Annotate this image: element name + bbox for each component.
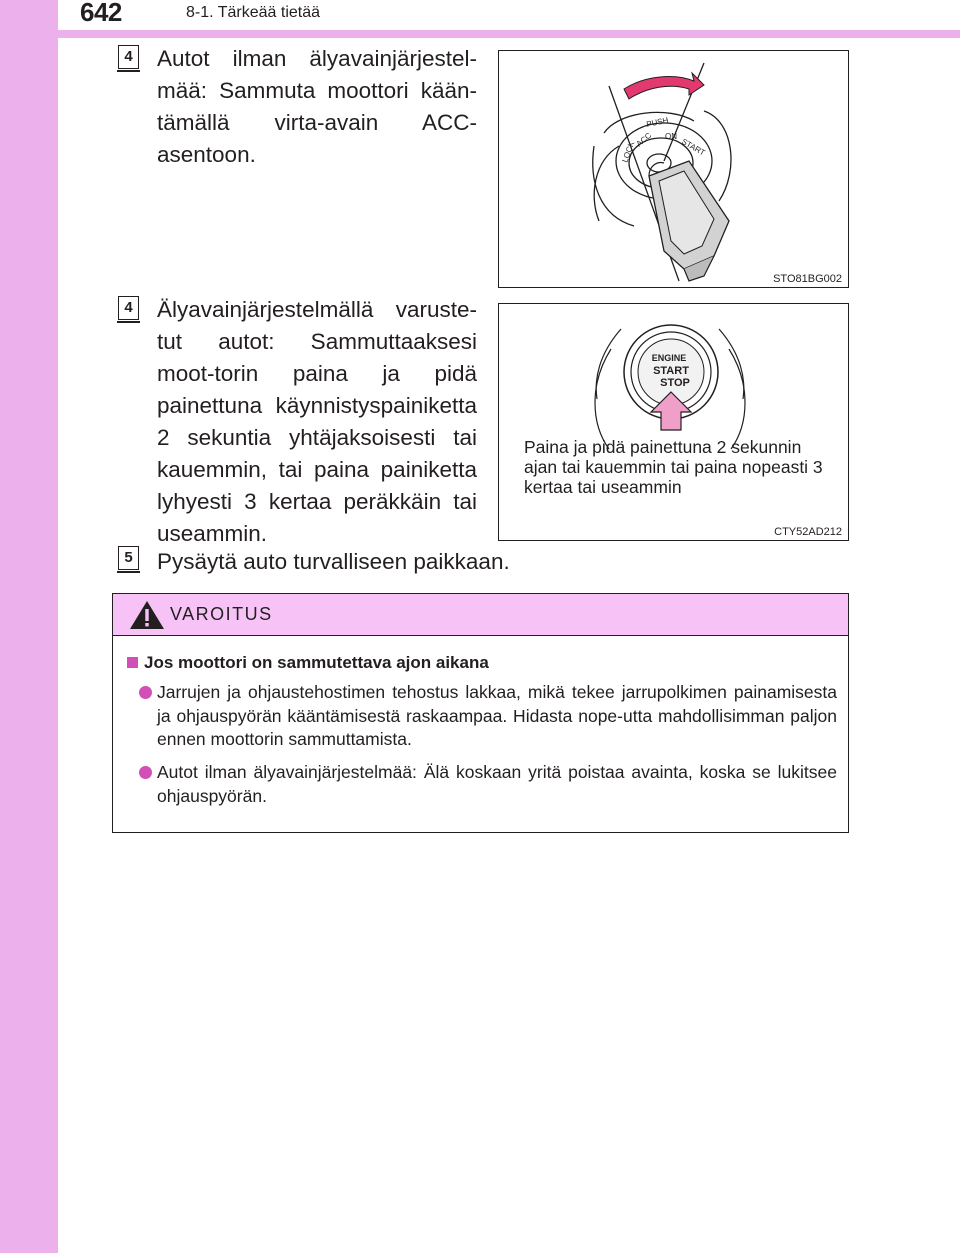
start-label: START [653,365,689,377]
warning-bullet [141,761,837,808]
square-bullet-icon [127,657,138,668]
ignition-key-figure [498,50,849,288]
warning-header [113,594,848,636]
section-title: 8-1. Tärkeää tietää [186,4,321,21]
stop-label: STOP [660,377,690,389]
ignition-key-illustration [499,51,848,287]
warning-subtitle-text: Jos moottori on sammutettava ajon aikana [144,653,489,672]
engine-button-illustration [499,304,848,540]
step-text: Pysäytä auto turvalliseen paikkaan. [157,549,510,574]
lock-label: LOCK [620,140,637,164]
page-number: 642 [80,0,122,27]
step-text: Älyavainjärjestelmällä varuste-tut autot: Sammuttaaksesi moot-torin paina ja pidä painettuna käynnistyspainiketta 2 sekuntia yhtäjaksoisesti tai kauemmin, tai paina painiketta lyhyesti 3 kertaa peräkkäin tai useammin. [157,297,477,546]
start-label: START [680,136,707,158]
step-number: 4 [118,45,139,69]
warning-triangle-icon [127,598,167,632]
figure-code: STO81BG002 [773,273,842,285]
acc-label: ACC [634,130,654,149]
warning-bullet [141,681,837,752]
bullet-dot-icon [139,766,152,779]
chapter-sidebar [0,0,58,1253]
warning-subtitle [127,653,489,673]
figure-caption: Paina ja pidä painettuna 2 sekunnin ajan tai kauemmin tai paina nopeasti 3 kertaa tai useammin [524,437,823,497]
warning-box [112,593,849,833]
step-text: Autot ilman älyavainjärjestel-mää: Sammuta moottori kään-tämällä virta-avain ACC-asentoon. [157,46,477,167]
engine-start-stop-figure [498,303,849,541]
bullet-dot-icon [139,686,152,699]
figure-code: CTY52AD212 [774,526,842,538]
warning-bullet-text: Jarrujen ja ohjaustehostimen tehostus lakkaa, mikä tekee jarrupolkimen painamisesta ja ohjauspyörän kääntämisestä raskaampaa. Hidasta nope-utta mahdollisimman paljon ennen moottorin sammuttamista. [157,682,837,749]
header-rule [0,30,960,38]
engine-label: ENGINE [651,353,687,363]
warning-title: VAROITUS [170,604,273,624]
push-label: PUSH [645,115,670,129]
step-number: 4 [118,296,139,320]
on-label: ON [665,132,677,141]
step-number: 5 [118,546,139,570]
warning-bullet-text: Autot ilman älyavainjärjestelmää: Älä koskaan yritä poistaa avainta, koska se lukitsee ohjauspyörän. [157,762,837,806]
